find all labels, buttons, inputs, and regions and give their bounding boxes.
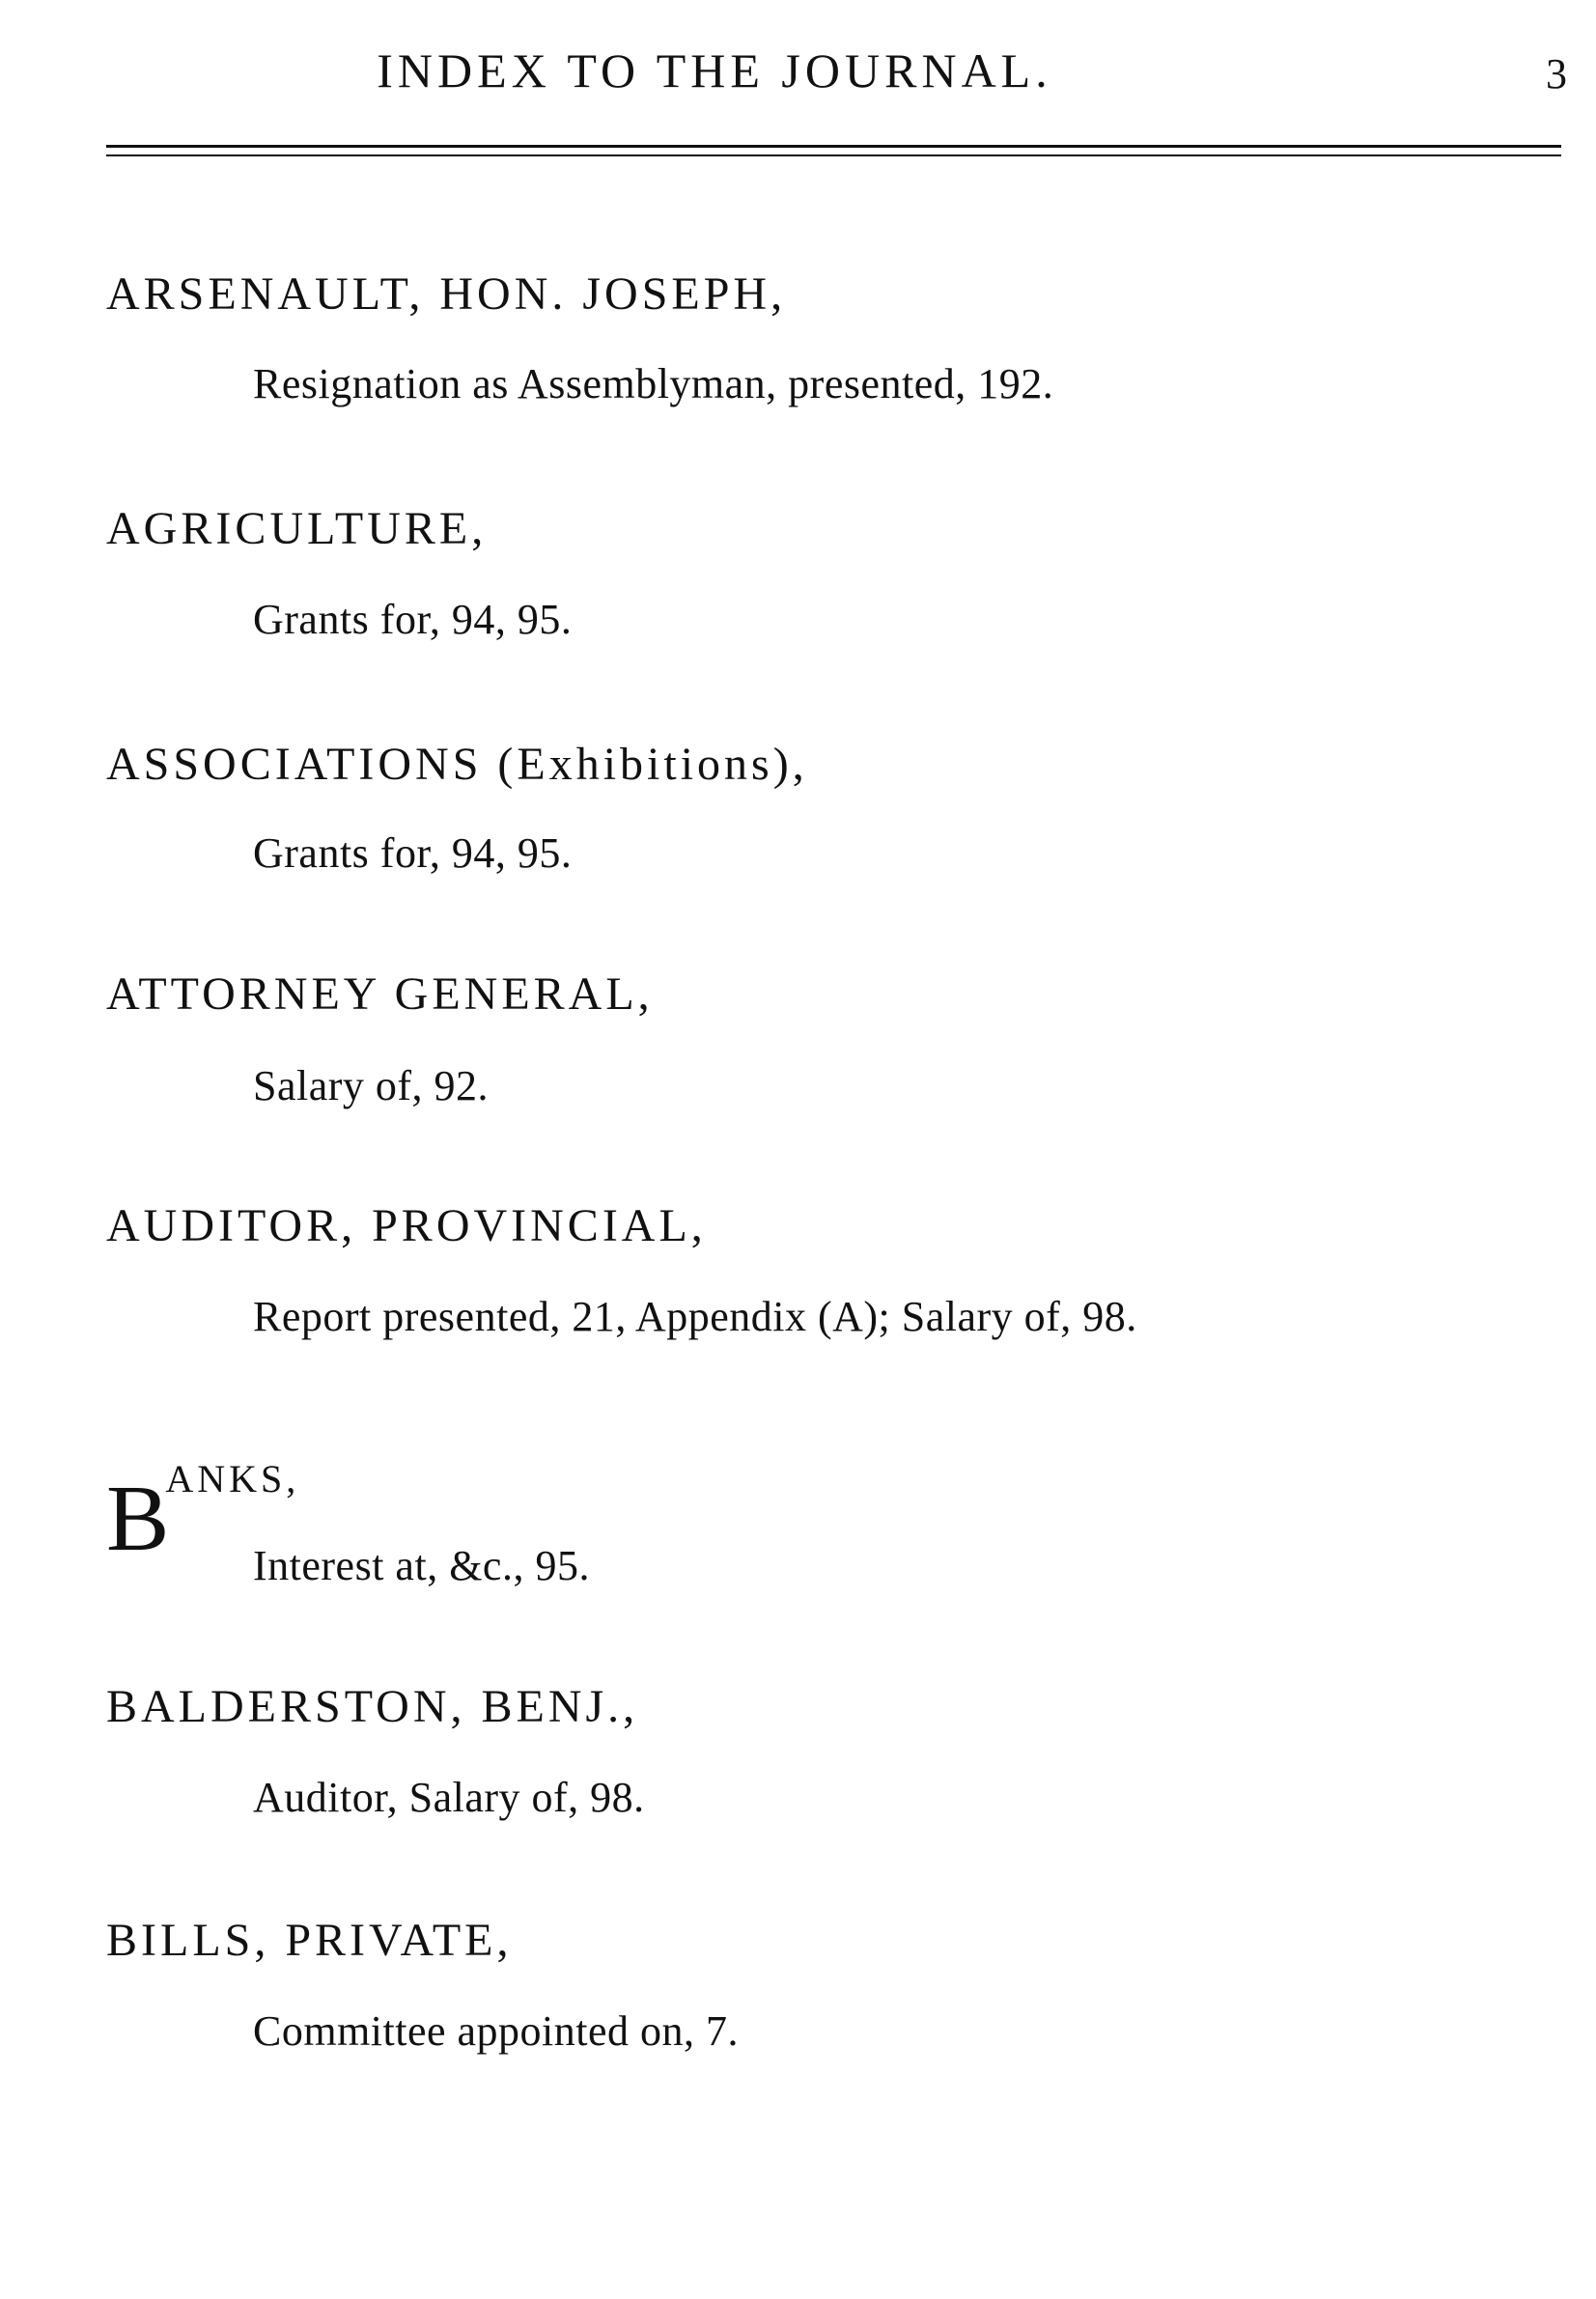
entry-detail: Salary of, 92. bbox=[253, 1062, 490, 1109]
drop-cap-initial: B bbox=[106, 1467, 170, 1571]
header-rule-bottom bbox=[106, 154, 1561, 156]
entry-heading: ARSENAULT, HON. JOSEPH, bbox=[106, 268, 787, 320]
entry-heading: BALDERSTON, BENJ., bbox=[106, 1681, 639, 1732]
entry-heading-rest: ANKS, bbox=[165, 1457, 300, 1500]
entry-detail: Resignation as Assemblyman, presented, 192. bbox=[253, 360, 1054, 407]
entry-detail: Report presented, 21, Appendix (A); Salary of, 98. bbox=[253, 1293, 1137, 1340]
entry-detail: Grants for, 94, 95. bbox=[253, 829, 573, 877]
entry-detail: Grants for, 94, 95. bbox=[253, 596, 573, 643]
entry-heading: AGRICULTURE, bbox=[106, 503, 488, 554]
entry-detail: Committee appointed on, 7. bbox=[253, 2007, 740, 2055]
page-number: 3 bbox=[1546, 50, 1567, 98]
entry-heading: AUDITOR, PROVINCIAL, bbox=[106, 1200, 707, 1251]
entry-detail: Auditor, Salary of, 98. bbox=[253, 1774, 645, 1821]
entry-detail: Interest at, &c., 95. bbox=[253, 1542, 590, 1589]
entry-heading: ATTORNEY GENERAL, bbox=[106, 968, 654, 1020]
page-header bbox=[0, 37, 1596, 104]
entry-heading: BILLS, PRIVATE, bbox=[106, 1915, 513, 1966]
header-rule-top bbox=[106, 145, 1561, 148]
entry-heading: ASSOCIATIONS (Exhibitions), bbox=[106, 739, 808, 790]
page-title: INDEX TO THE JOURNAL. bbox=[377, 43, 1052, 98]
